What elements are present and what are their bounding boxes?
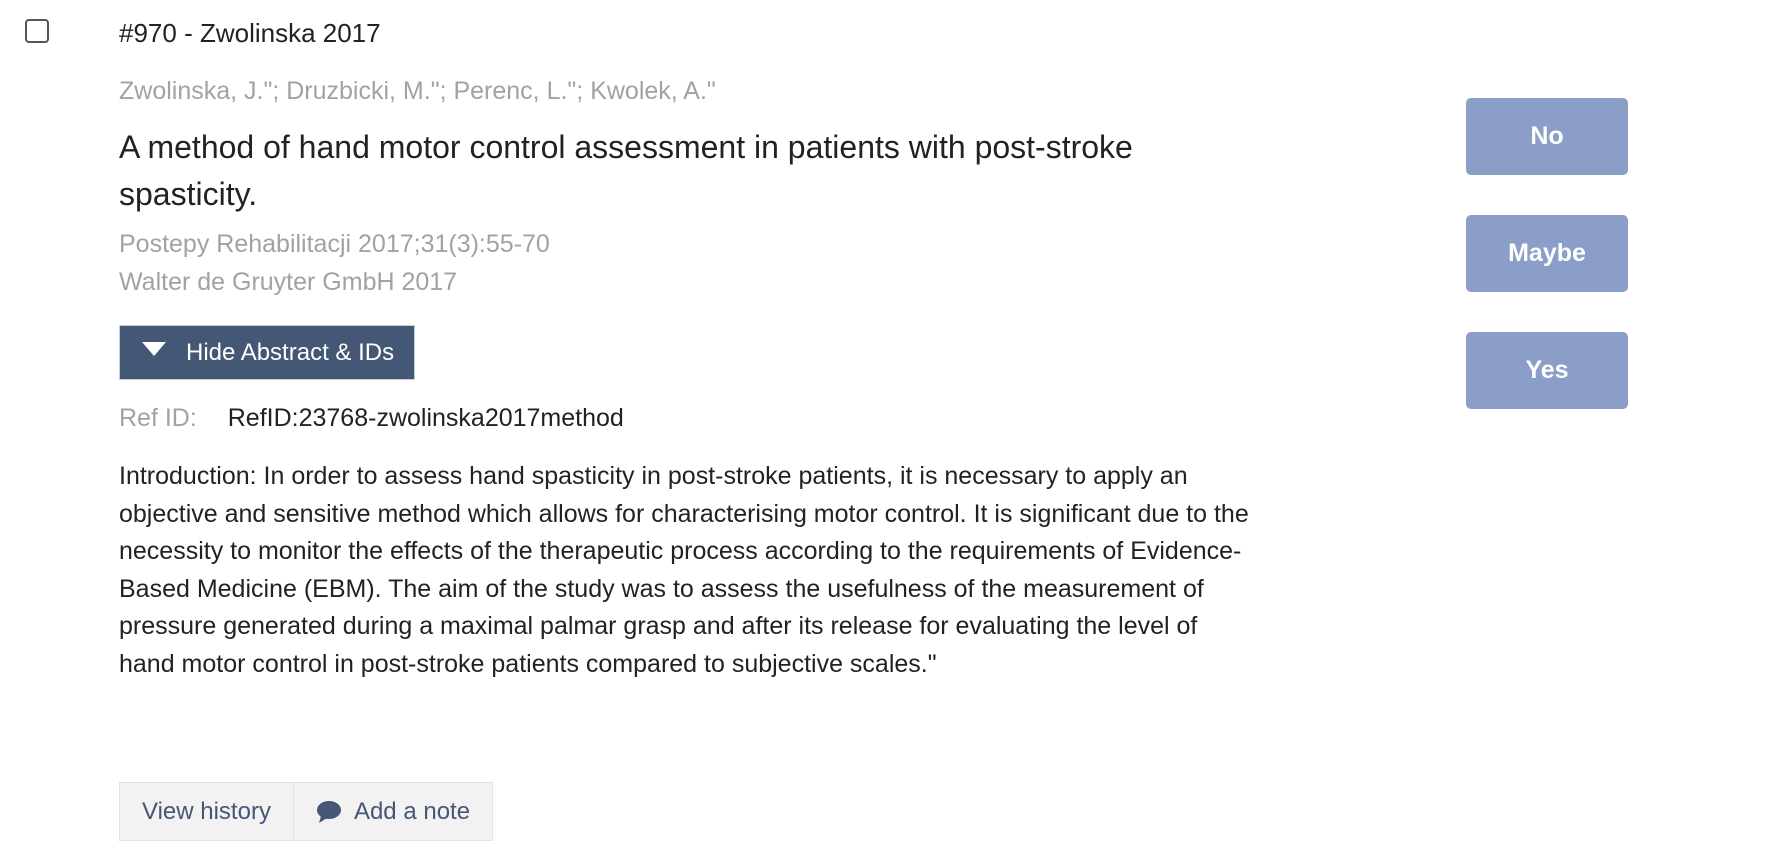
ref-id-label: Ref ID:: [119, 404, 197, 432]
add-note-label: Add a note: [353, 797, 471, 825]
footer-actions: [119, 782, 493, 841]
authors: Zwolinska, J."; Druzbicki, M."; Perenc, L."; Kwolek, A.": [119, 77, 716, 105]
add-note-button[interactable]: [294, 782, 493, 841]
view-history-button[interactable]: [119, 782, 294, 841]
no-button[interactable]: No: [1466, 98, 1628, 175]
article-title: A method of hand motor control assessment in patients with post-stroke spasticity.: [119, 129, 1133, 212]
journal-citation: Postepy Rehabilitacji 2017;31(3):55-70: [119, 230, 550, 258]
caret-down-icon: [142, 342, 166, 356]
hide-abstract-label: Hide Abstract & IDs: [186, 338, 395, 366]
ref-id-row: [119, 404, 624, 433]
view-history-label: View history: [142, 797, 271, 825]
select-checkbox[interactable]: [25, 19, 49, 43]
comment-icon: [316, 800, 342, 824]
abstract-text: Introduction: In order to assess hand spasticity in post-stroke patients, it is necessary to apply an objective and sensitive method which allows for characterising motor control. It is significant due to the necessity to monitor the effects of the therapeutic process according to the requirements of Evidence-Based Medicine (EBM). The aim of the study was to assess the usefulness of the measurement of pressure generated during a maximal palmar grasp and after its release for evaluating the level of hand motor control in post-stroke patients compared to subjective scales.": [119, 462, 1249, 678]
ref-id-value: RefID:23768-zwolinska2017method: [227, 404, 624, 432]
maybe-button[interactable]: Maybe: [1466, 215, 1628, 292]
reference-heading: #970 - Zwolinska 2017: [119, 18, 381, 48]
hide-abstract-button[interactable]: [119, 325, 415, 380]
publisher: Walter de Gruyter GmbH 2017: [119, 268, 458, 296]
yes-button[interactable]: Yes: [1466, 332, 1628, 409]
